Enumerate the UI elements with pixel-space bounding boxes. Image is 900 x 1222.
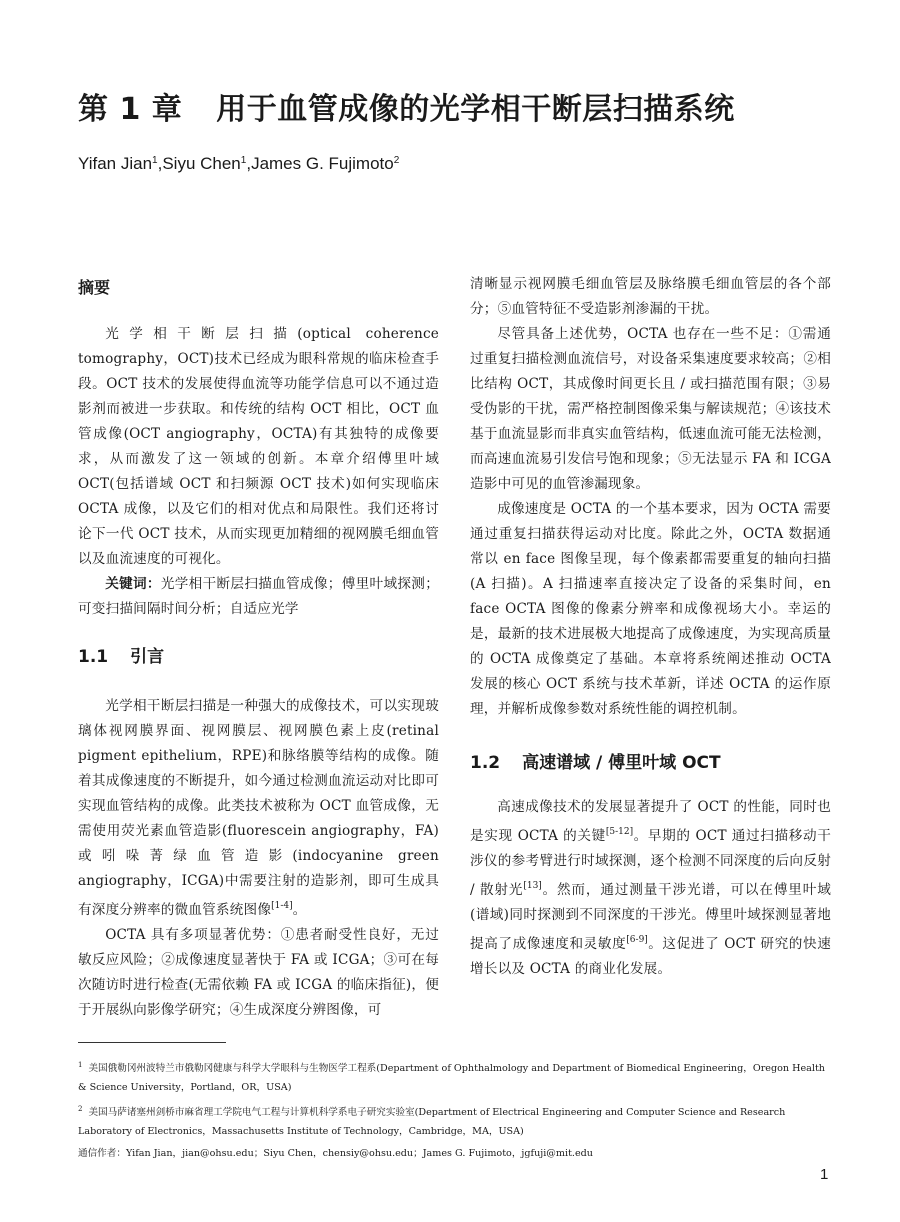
left-column: [78, 270, 439, 1023]
intro-paragraph-2-continued: 清晰显示视网膜毛细血管层及脉络膜毛细血管层的各个部分；⑤血管特征不受造影剂渗漏的干扰。: [470, 276, 831, 317]
paragraph-text: 高速成像技术的发展显著提升了 OCT 的性能，同时也是实现 OCTA 的关键: [470, 799, 831, 844]
chapter-title-text: 用于血管成像的光学相干断层扫描系统: [216, 92, 735, 127]
footnote-divider: [78, 1042, 226, 1043]
paragraph-text: 光学相干断层扫描是一种强大的成像技术，可以实现玻璃体视网膜界面、视网膜层、视网膜色素上皮(retinal pigment epithelium，RPE)和脉络膜等结构的成像。随着其成像速度的不断提升，如今通过检测血流运动对比即可实现血管结构的成像。此类技术被称为 OCT 血管成像，无需使用荧光素血管造影(fluorescein angiography，FA)或吲哚菁绿血管造影(indocyanine green angiography，ICGA)中需要注射的造影剂，即可生成具有深度分辨率的微血管系统图像: [78, 698, 439, 918]
keywords-label: 关键词：: [105, 576, 161, 592]
author-separator: ,: [246, 154, 252, 173]
citation: [1-4]: [271, 901, 293, 911]
citation: [5-12]: [605, 827, 634, 837]
intro-paragraph-4: 成像速度是 OCTA 的一个基本要求，因为 OCTA 需要通过重复扫描获得运动对比度。除此之外，OCTA 数据通常以 en face 图像呈现，每个像素都需要重复的轴向扫描(A 扫描)。A 扫描速率直接决定了设备的采集时间，en face OCTA 图像的像素分辨率和成像视场大小。幸运的是，最新的技术进展极大地提高了成像速度，为实现高质量的 OCTA 成像奠定了基础。本章将系统阐述推动 OCTA 发展的核心 OCT 系统与技术革新，详述 OCTA 的运作原理，并解析成像参数对系统性能的调控机制。: [470, 501, 831, 717]
intro-paragraph-2: OCTA 具有多项显著优势：①患者耐受性良好，无过敏反应风险；②成像速度显著快于 FA 或 ICGA；③可在每次随访时进行检查(无需依赖 FA 或 ICGA 的临床指征)，便于开展纵向影像学研究；④生成深度分辨图像，可: [78, 927, 439, 1018]
intro-paragraph-1: [78, 694, 439, 923]
paragraph-text: 。这促进了 OCT 研究的快速增长以及 OCTA 的商业化发展。: [470, 936, 831, 977]
author-name: James G. Fujimoto: [251, 154, 394, 173]
fd-oct-paragraph-1: [470, 795, 831, 982]
section-title: 引言: [130, 647, 165, 667]
chapter-title: [78, 84, 735, 128]
page-number: 1: [820, 1166, 829, 1183]
author-affiliation-mark: 2: [393, 155, 400, 166]
footnote-1: [78, 1056, 833, 1097]
footnotes: [78, 1056, 833, 1166]
abstract-heading: 摘要: [78, 278, 111, 297]
citation: [13]: [523, 881, 542, 891]
footnote-text: 美国马萨诸塞州剑桥市麻省理工学院电气工程与计算机科学系电子研究实验室(Department of Electrical Engineering and Computer Science and Research Laboratory of Electronics，Massachusetts Institute of Technology，Cambridge，MA，USA): [78, 1107, 786, 1137]
abstract-body: 光学相干断层扫描(optical coherence tomography，OCT)技术已经成为眼科常规的临床检查手段。OCT 技术的发展使得血流等功能学信息可以不通过造影剂而被进一步获取。和传统的结构 OCT 相比，OCT 血管成像(OCT angiography，OCTA)有其独特的成像要求，从而激发了这一领域的创新。本章介绍傅里叶域 OCT(包括谱域 OCT 和扫频源 OCT 技术)如何实现临床 OCTA 成像，以及它们的相对优点和局限性。我们还将讨论下一代 OCT 技术，从而实现更加精细的视网膜毛细血管以及血流速度的可视化。: [78, 326, 439, 567]
author-affiliation-mark: 1: [240, 155, 247, 166]
footnote-2: [78, 1100, 833, 1141]
keywords-text: 光学相干断层扫描血管成像；傅里叶域探测；可变扫描间隔时间分析；自适应光学: [78, 576, 439, 617]
paragraph-text: 。早期的 OCT 通过扫描移动干涉仪的参考臂进行时域探测，逐个检测不同深度的后向反射 / 散射光: [470, 828, 831, 898]
author-name: Yifan Jian: [78, 154, 153, 173]
section-heading-fourier-domain-oct: [470, 748, 831, 773]
citation: [6-9]: [626, 935, 648, 945]
author-list: [78, 154, 399, 174]
footnote-mark: 2: [78, 1105, 83, 1113]
section-number: 1.1: [78, 647, 109, 667]
author-name: Siyu Chen: [162, 154, 241, 173]
section-number: 1.2: [470, 753, 501, 773]
right-column: [470, 272, 831, 982]
paragraph-text: 。: [292, 902, 307, 918]
footnote-mark: 1: [78, 1061, 83, 1069]
section-heading-introduction: [78, 642, 439, 667]
section-title: 高速谱域 / 傅里叶域 OCT: [522, 753, 721, 773]
author-separator: ,: [157, 154, 163, 173]
footnote-text: 美国俄勒冈州波特兰市俄勒冈健康与科学大学眼科与生物医学工程系(Department of Ophthalmology and Department of Biomedical Engineering，Oregon Health & Science University，Portland，OR，USA): [78, 1063, 825, 1093]
paragraph-text: 。然而，通过测量干涉光谱，可以在傅里叶域(谱域)同时探测到不同深度的干涉光。傅里叶域探测显著地提高了成像速度和灵敏度: [470, 882, 831, 952]
chapter-number: 第 1 章: [78, 92, 183, 127]
author-affiliation-mark: 1: [152, 155, 158, 166]
keywords-paragraph: [78, 572, 439, 622]
corresponding-authors: 通信作者：Yifan Jian，jian@ohsu.edu；Siyu Chen，chensiy@ohsu.edu；James G. Fujimoto，jgfuji@mit.edu: [78, 1148, 593, 1159]
intro-paragraph-3: 尽管具备上述优势，OCTA 也存在一些不足：①需通过重复扫描检测血流信号，对设备采集速度要求较高；②相比结构 OCT，其成像时间更长且 / 或扫描范围有限；③易受伪影的干扰，需严格控制图像采集与解读规范；④该技术基于血流显影而非真实血管结构，低速血流可能无法检测，而高速血流易引发信号饱和现象；⑤无法显示 FA 和 ICGA 造影中可见的血管渗漏现象。: [470, 326, 831, 492]
